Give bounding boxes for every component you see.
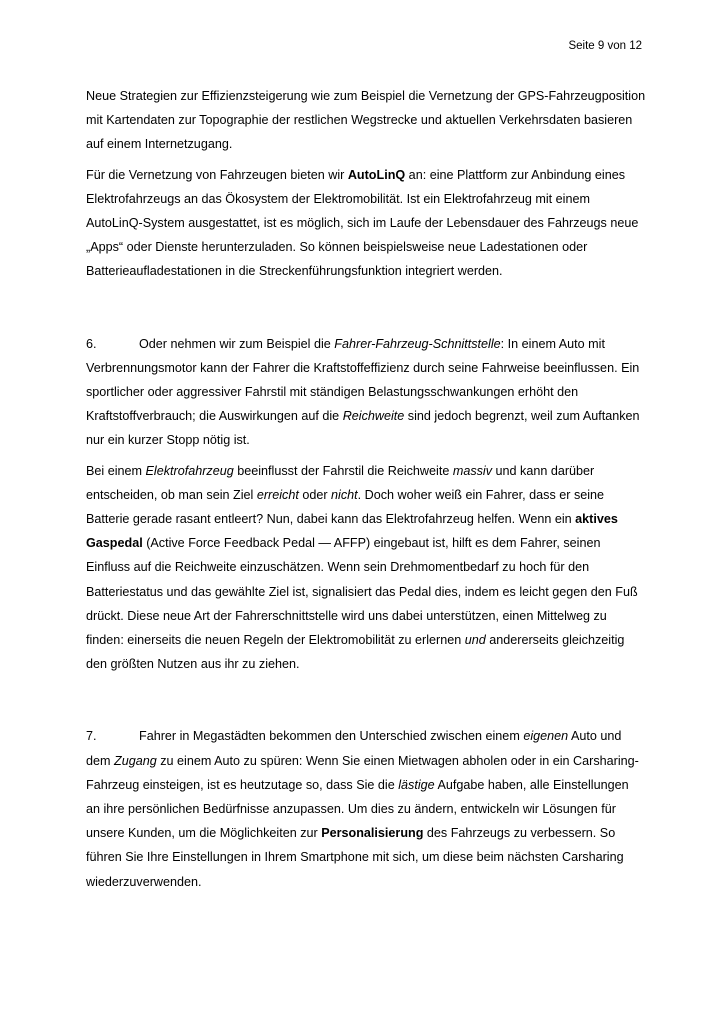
page-number: Seite 9 von 12 [568, 40, 642, 52]
autolinq-term: AutoLinQ [347, 167, 406, 182]
paragraph-electric-driving-style: Bei einem Elektrofahrzeug beeinflusst der Fahrstil die Reichweite massiv und kann darüber entscheiden, ob man sein Ziel erreicht oder nicht. Doch woher weiß ein Fahrer, dass er seine Batterie gerade rasant entleert? Nun, dabei kann das Elektrofahrzeug helfen. Wenn ein aktives Gaspedal (Active Force Feedback Pedal — AFFP) eingebaut ist, hilft es dem Fahrer, seinen Einfluss auf die Reichweite einzuschätzen. Wenn sein Drehmomentbedarf zu hoch für den Batteriestatus und das gewählte Ziel ist, signalisiert das Pedal dies, indem es leicht gegen den Fuß drückt. Diese neue Art der Fahrerschnittstelle wird uns dabei unterstützen, einen Mittelweg zu finden: einerseits die neuen Regeln der Elektromobilität zu erlernen und andererseits gleichzeitig den größten Nutzen aus ihr zu ziehen. [86, 463, 638, 672]
body-text [86, 84, 646, 894]
paragraph-autolinq: Für die Vernetzung von Fahrzeugen bieten wir AutoLinQ an: eine Plattform zur Anbindung eines Elektrofahrzeugs an das Ökosystem der Elektromobilität. Ist ein Elektrofahrzeug mit einem AutoLinQ-System ausgestattet, ist es möglich, sich im Laufe der Lebensdauer des Fahrzeugs neue „Apps“ oder Dienste herunterzuladen. So können beispielsweise neue Ladestationen oder Batterieaufladestationen in die Streckenführungsfunktion integriert werden. [86, 167, 639, 279]
active-pedal-term: aktives Gaspedal [86, 512, 618, 551]
personalization-term: Personalisierung [321, 826, 424, 841]
paragraph-gps-strategies: Neue Strategien zur Effizienzsteigerung wie zum Beispiel die Vernetzung der GPS-Fahrzeugposition mit Kartendaten zur Topographie der restlichen Wegstrecke und aktuellen Verkehrsdaten basieren auf einem Internetzugang. [86, 89, 646, 152]
paragraph-7-personalization: 7. Fahrer in Megastädten bekommen den Unterschied zwischen einem eigenen Auto und dem Zugang zu einem Auto zu spüren: Wenn Sie einen Mietwagen abholen oder in ein Carsharing-Fahrzeug einsteigen, ist es heutzutage so, dass Sie die lästige Aufgabe haben, alle Einstellungen an ihre persönlichen Bedürfnisse anzupassen. Um dies zu ändern, entwickeln wir Lösungen für unsere Kunden, um die Möglichkeiten zur Personalisierung des Fahrzeugs zu verbessern. So führen Sie Ihre Einstellungen in Ihrem Smartphone mit sich, um diese beim nächsten Carsharing wiederzuverwenden. [86, 724, 646, 893]
paragraph-number: 6. [86, 336, 97, 351]
paragraph-6-driver-interface: 6. Oder nehmen wir zum Beispiel die Fahrer-Fahrzeug-Schnittstelle: In einem Auto mit Verbrennungsmotor kann der Fahrer die Kraftstoffeffizienz durch seine Fahrweise beeinflussen. Ein sportlicher oder aggressiver Fahrstil mit ständigen Belastungsschwankungen erhöht den Kraftstoffverbrauch; die Auswirkungen auf die Reichweite sind jedoch begrenzt, weil zum Auftanken nur ein kurzer Stopp nötig ist. [86, 332, 646, 453]
paragraph-number: 7. [86, 729, 97, 744]
